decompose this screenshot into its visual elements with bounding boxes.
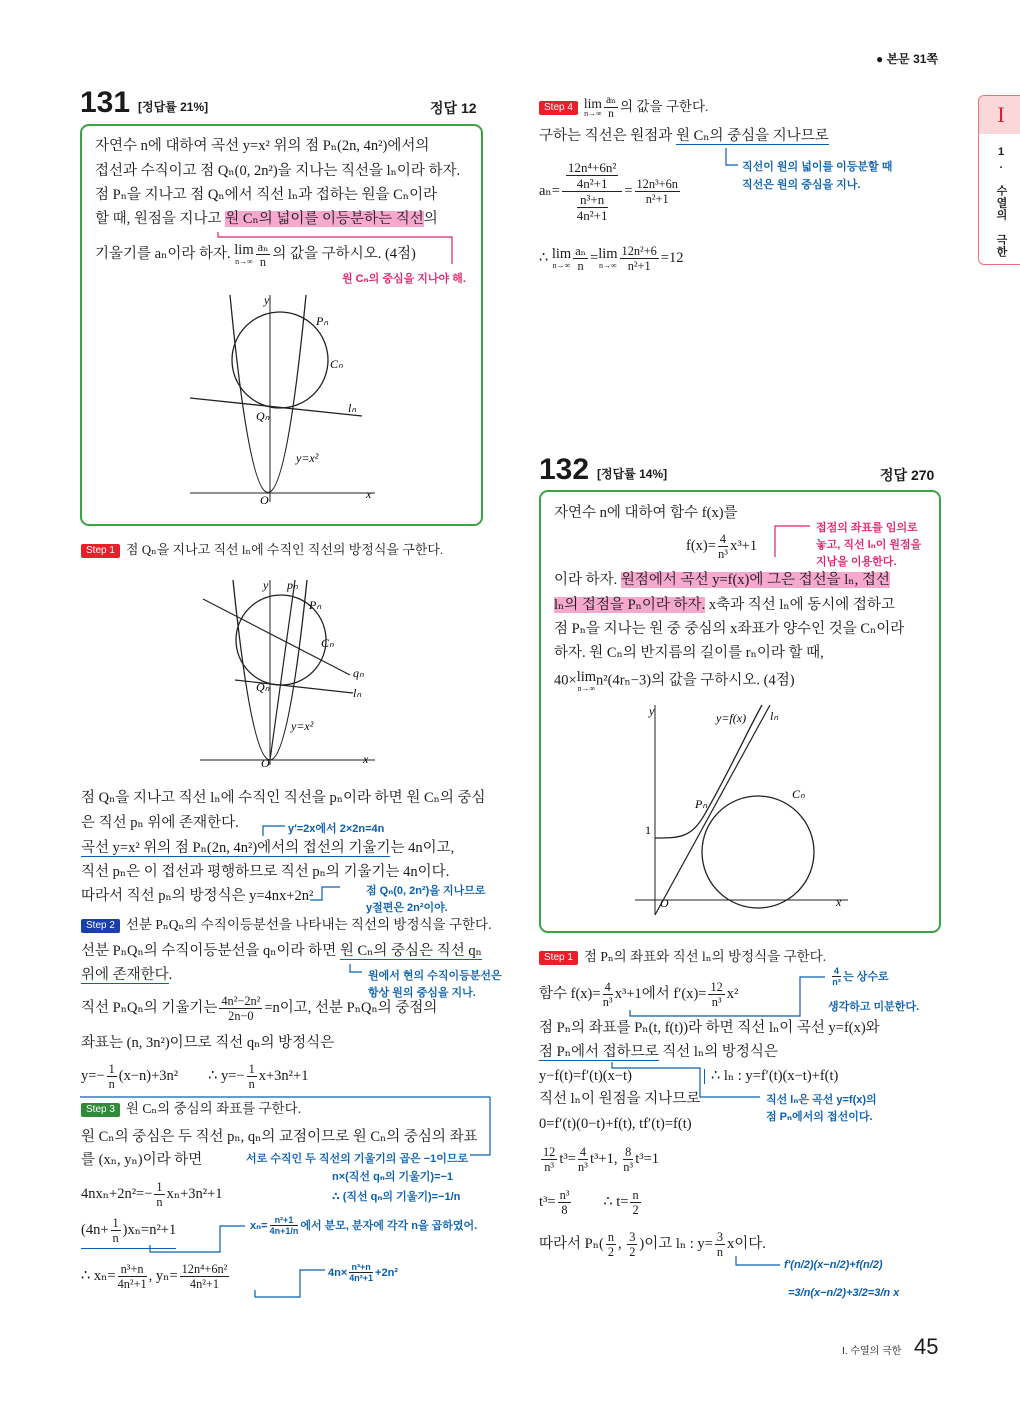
answer: 정답 270: [880, 467, 935, 483]
circle-label: Cₙ: [330, 357, 343, 371]
question-line: 하자. 원 Cₙ의 반지름의 길이를 rₙ이라 할 때,: [554, 645, 824, 661]
equation: f(x)= $\frac{4}{\text{n³}}$ x³+1: [686, 532, 758, 562]
text-line: 직선 lₙ이 원점을 지나므로: [539, 1091, 701, 1107]
question-line: 기울기를 aₙ이라 하자. lim n→∞ $\frac{\text{aₙ}}{n}$ 의 값을 구하시오. (4점): [95, 240, 416, 270]
problem-graph: [180, 290, 390, 510]
hint-note: 접점의 좌표를 임의로: [816, 522, 918, 534]
line-label: lₙ: [348, 401, 357, 415]
line-label: qₙ: [353, 666, 364, 680]
text-line: 원 Cₙ의 중심은 두 직선 pₙ, qₙ의 교점이므로 원 Cₙ의 중심의 좌표: [81, 1129, 478, 1145]
note: $\frac{4}{\text{n³}}$ 는 상수로: [832, 966, 889, 988]
note: y′=2x에서 2×2n=4n: [288, 823, 385, 835]
step-heading: Step 3 원 Cₙ의 중심의 좌표를 구한다.: [81, 1102, 301, 1117]
question-line: 40× lim n→∞ n²(4rₙ−3)의 값을 구하시오. (4점): [554, 669, 795, 693]
text-line: 곡선 y=x² 위의 점 Pₙ(2n, 4n²)에서의 접선의 기울기는 4n이고,: [81, 840, 455, 856]
point-label: Qₙ: [256, 680, 270, 694]
text-line: 를 (xₙ, yₙ)이라 하면: [81, 1152, 203, 1168]
note: ∴ (직선 qₙ의 기울기)=−1/n: [332, 1191, 461, 1203]
tick-label: 1: [645, 823, 651, 837]
text-line: 위에 존재한다.: [81, 967, 173, 983]
problem-number: 132: [539, 453, 590, 486]
text-line: 은 직선 pₙ 위에 존재한다.: [81, 815, 239, 831]
axis-label-y: y: [263, 578, 269, 592]
equation: y=− $\frac{1}{n}$ (x−n)+3n² ∴ y=− $\frac{1}{n}$ x+3n²+1: [81, 1062, 309, 1092]
question-line: 점 Pₙ을 지나는 원 중 중심의 x좌표가 양수인 것을 Cₙ이라: [554, 621, 905, 637]
note: 점 Pₙ에서의 접선이다.: [766, 1111, 873, 1123]
question-line: 접선과 수직이고 점 Qₙ(0, 2n²)을 지나는 직선을 lₙ이라 하자.: [95, 163, 461, 179]
question-line: lₙ의 접점을 Pₙ이라 하자. x축과 직선 lₙ에 동시에 접하고: [554, 597, 895, 613]
point-label: Pₙ: [316, 314, 329, 328]
origin-label: O: [261, 756, 270, 770]
line-label: pₙ: [287, 578, 298, 592]
equation: $\frac{12}{\text{n³}}$ t³= $\frac{4}{\text{n³}}$ t³+1, $\frac{8}{\text{n³}}$ t³=1: [543, 1145, 660, 1175]
axis-label-x: x: [363, 752, 369, 766]
text-line: 점 Pₙ에서 접하므로 직선 lₙ의 방정식은: [539, 1044, 778, 1060]
note: 점 Qₙ(0, 2n²)을 지나므로: [366, 885, 486, 897]
curve-label: y=x²: [296, 451, 319, 465]
source-ref: ● 본문 31쪽: [876, 52, 939, 66]
hint-note: 놓고, 직선 lₙ이 원점을: [816, 539, 922, 551]
point-label: Qₙ: [256, 409, 270, 423]
footer-section: I. 수열의 극한: [842, 1346, 902, 1357]
equation: 0=f′(t)(0−t)+f(t), tf′(t)=f(t): [539, 1116, 692, 1132]
step-heading: Step 2 선분 PₙQₙ의 수직이등분선을 나타내는 직선의 방정식을 구한다.: [81, 918, 491, 933]
step-graph: [195, 575, 385, 770]
note: f′(n/2)(x−n/2)+f(n/2): [784, 1259, 883, 1271]
step-heading: Step 1 점 Qₙ을 지나고 직선 lₙ에 수직인 직선의 방정식을 구한다.: [81, 543, 443, 558]
problem-number: 131: [80, 86, 131, 119]
note: y절편은 2n²이야.: [366, 902, 448, 914]
equation: ∴ lₙ : y=f′(t)(x−t)+f(t): [704, 1069, 838, 1084]
text-line: 직선 PₙQₙ의 기울기는 $\frac{\text{4n²−2n²}}{2n-0}$ =n이고, 선분 PₙQₙ의 중점의: [81, 994, 438, 1024]
note: xₙ= $\frac{\text{n²+1}}{4n+1/n}$ 에서 분모, 분자에 각각 n을 곱하였어.: [250, 1215, 478, 1237]
problem-graph: [630, 700, 855, 920]
origin-label: O: [660, 896, 669, 910]
equation: (4n+ $\frac{1}{n}$ )xₙ=n²+1: [81, 1216, 176, 1249]
origin-label: O: [260, 493, 269, 507]
note: n×(직선 qₙ의 기울기)=−1: [332, 1171, 454, 1183]
text-line: 점 Qₙ을 지나고 직선 lₙ에 수직인 직선을 pₙ이라 하면 원 Cₙ의 중심: [81, 790, 486, 806]
page-number: 45: [914, 1334, 939, 1359]
axis-label-x: x: [836, 895, 842, 909]
step-heading: Step 1 점 Pₙ의 좌표와 직선 lₙ의 방정식을 구한다.: [539, 950, 826, 965]
note: 항상 원의 중심을 지나.: [368, 987, 476, 999]
answer: 정답 12: [430, 100, 477, 116]
note: 직선이 원의 넓이를 이등분할 때: [742, 161, 893, 173]
note: =3/n(x−n/2)+3/2=3/n x: [788, 1287, 900, 1299]
note: 생각하고 미분한다.: [828, 1001, 920, 1013]
axis-label-y: y: [264, 293, 270, 307]
equation: 따라서 Pₙ( $\frac{n}{2}$ , $\frac{3}{2}$ )이고 lₙ : y= $\frac{3}{n}$ x이다.: [539, 1230, 766, 1260]
curve-label: y=x²: [291, 719, 314, 733]
equation: 4nxₙ+2n²=− $\frac{1}{n}$ xₙ+3n²+1: [81, 1180, 223, 1210]
point-label: Pₙ: [695, 797, 708, 811]
note: 직선 lₙ은 곡선 y=f(x)의: [766, 1094, 877, 1106]
note: 원에서 현의 수직이등분선은: [368, 970, 502, 982]
correct-rate: [정답률 14%]: [597, 467, 668, 481]
note: 서로 수직인 두 직선의 기울기의 곱은 −1이므로: [246, 1153, 469, 1165]
curve-label: y=f(x): [716, 711, 747, 725]
equation: ∴ xₙ= $\frac{\text{n³+n}}{\text{4n²+1}}$ , yₙ= $\frac{\text{12n⁴+6n²}}{\text{4n²+1}}$: [81, 1262, 228, 1292]
text-line: 직선 pₙ은 이 접선과 평행하므로 직선 pₙ의 기울기는 4n이다.: [81, 864, 450, 880]
equation: ∴ lim n→∞ $\frac{\text{aₙ}}{n}$ = lim n→∞ $\frac{\text{12n²+6}}{\text{n²+1}}$ =12: [539, 244, 684, 274]
line-label: lₙ: [353, 686, 362, 700]
text-line: 구하는 직선은 원점과 원 Cₙ의 중심을 지나므로: [539, 128, 829, 144]
axis-label-x: x: [366, 487, 372, 501]
step-heading: Step 4 lim n→∞ $\frac{\text{aₙ}}{n}$ 의 값을 구한다.: [539, 94, 708, 121]
equation: t³= $\frac{\text{n³}}{8}$ ∴ t= $\frac{n}{2}$: [539, 1188, 639, 1218]
equation: 함수 f(x)= $\frac{4}{\text{n³}}$ x³+1에서 f′(x)= $\frac{12}{\text{n³}}$ x²: [539, 980, 739, 1010]
axis-label-y: y: [649, 704, 655, 718]
question-line: 자연수 n에 대하여 곡선 y=x² 위의 점 Pₙ(2n, 4n²)에서의: [95, 138, 430, 154]
hint-note: 지남을 이용한다.: [816, 556, 897, 568]
text-line: 점 Pₙ의 좌표를 Pₙ(t, f(t))라 하면 직선 lₙ이 곡선 y=f(x)와: [539, 1020, 880, 1036]
note: 직선은 원의 중심을 지나.: [742, 179, 861, 191]
equation: aₙ= 12n⁴+6n² 4n²+1 $\frac{\text{n³+n}}{\text{4n²+1}}$ = $\frac{\text{12n³+6n}}{\text{n²+1}}$: [539, 160, 678, 223]
text-line: 선분 PₙQₙ의 수직이등분선을 qₙ이라 하면 원 Cₙ의 중심은 직선 qₙ: [81, 943, 482, 959]
question-line: 이라 하자. 원점에서 곡선 y=f(x)에 그은 접선을 lₙ, 접선: [554, 572, 890, 588]
line-label: lₙ: [770, 709, 779, 723]
question-line: 할 때, 원점을 지나고 원 Cₙ의 넓이를 이등분하는 직선의: [95, 211, 438, 227]
text-line: 좌표는 (n, 3n²)이므로 직선 qₙ의 방정식은: [81, 1035, 335, 1051]
question-line: 자연수 n에 대하여 함수 f(x)를: [554, 505, 738, 521]
circle-label: Cₙ: [321, 636, 334, 650]
correct-rate: [정답률 21%]: [138, 100, 209, 114]
circle-icon: ●: [876, 52, 884, 66]
chapter-title: 1. 수열의 극한: [995, 146, 1007, 258]
hint-note: 원 Cₙ의 중심을 지나야 해.: [342, 273, 466, 285]
question-line: 점 Pₙ을 지나고 점 Qₙ에서 직선 lₙ과 접하는 원을 Cₙ이라: [95, 187, 438, 203]
circle-label: Cₙ: [792, 787, 805, 801]
equation: y−f(t)=f′(t)(x−t): [539, 1068, 632, 1084]
note: 4n× $\frac{\text{n³+n}}{\text{4n²+1}}$ +2n²: [328, 1262, 398, 1284]
chapter-roman: I: [979, 96, 1020, 134]
text-line: 따라서 직선 pₙ의 방정식은 y=4nx+2n²: [81, 888, 314, 904]
point-label: Pₙ: [309, 598, 322, 612]
